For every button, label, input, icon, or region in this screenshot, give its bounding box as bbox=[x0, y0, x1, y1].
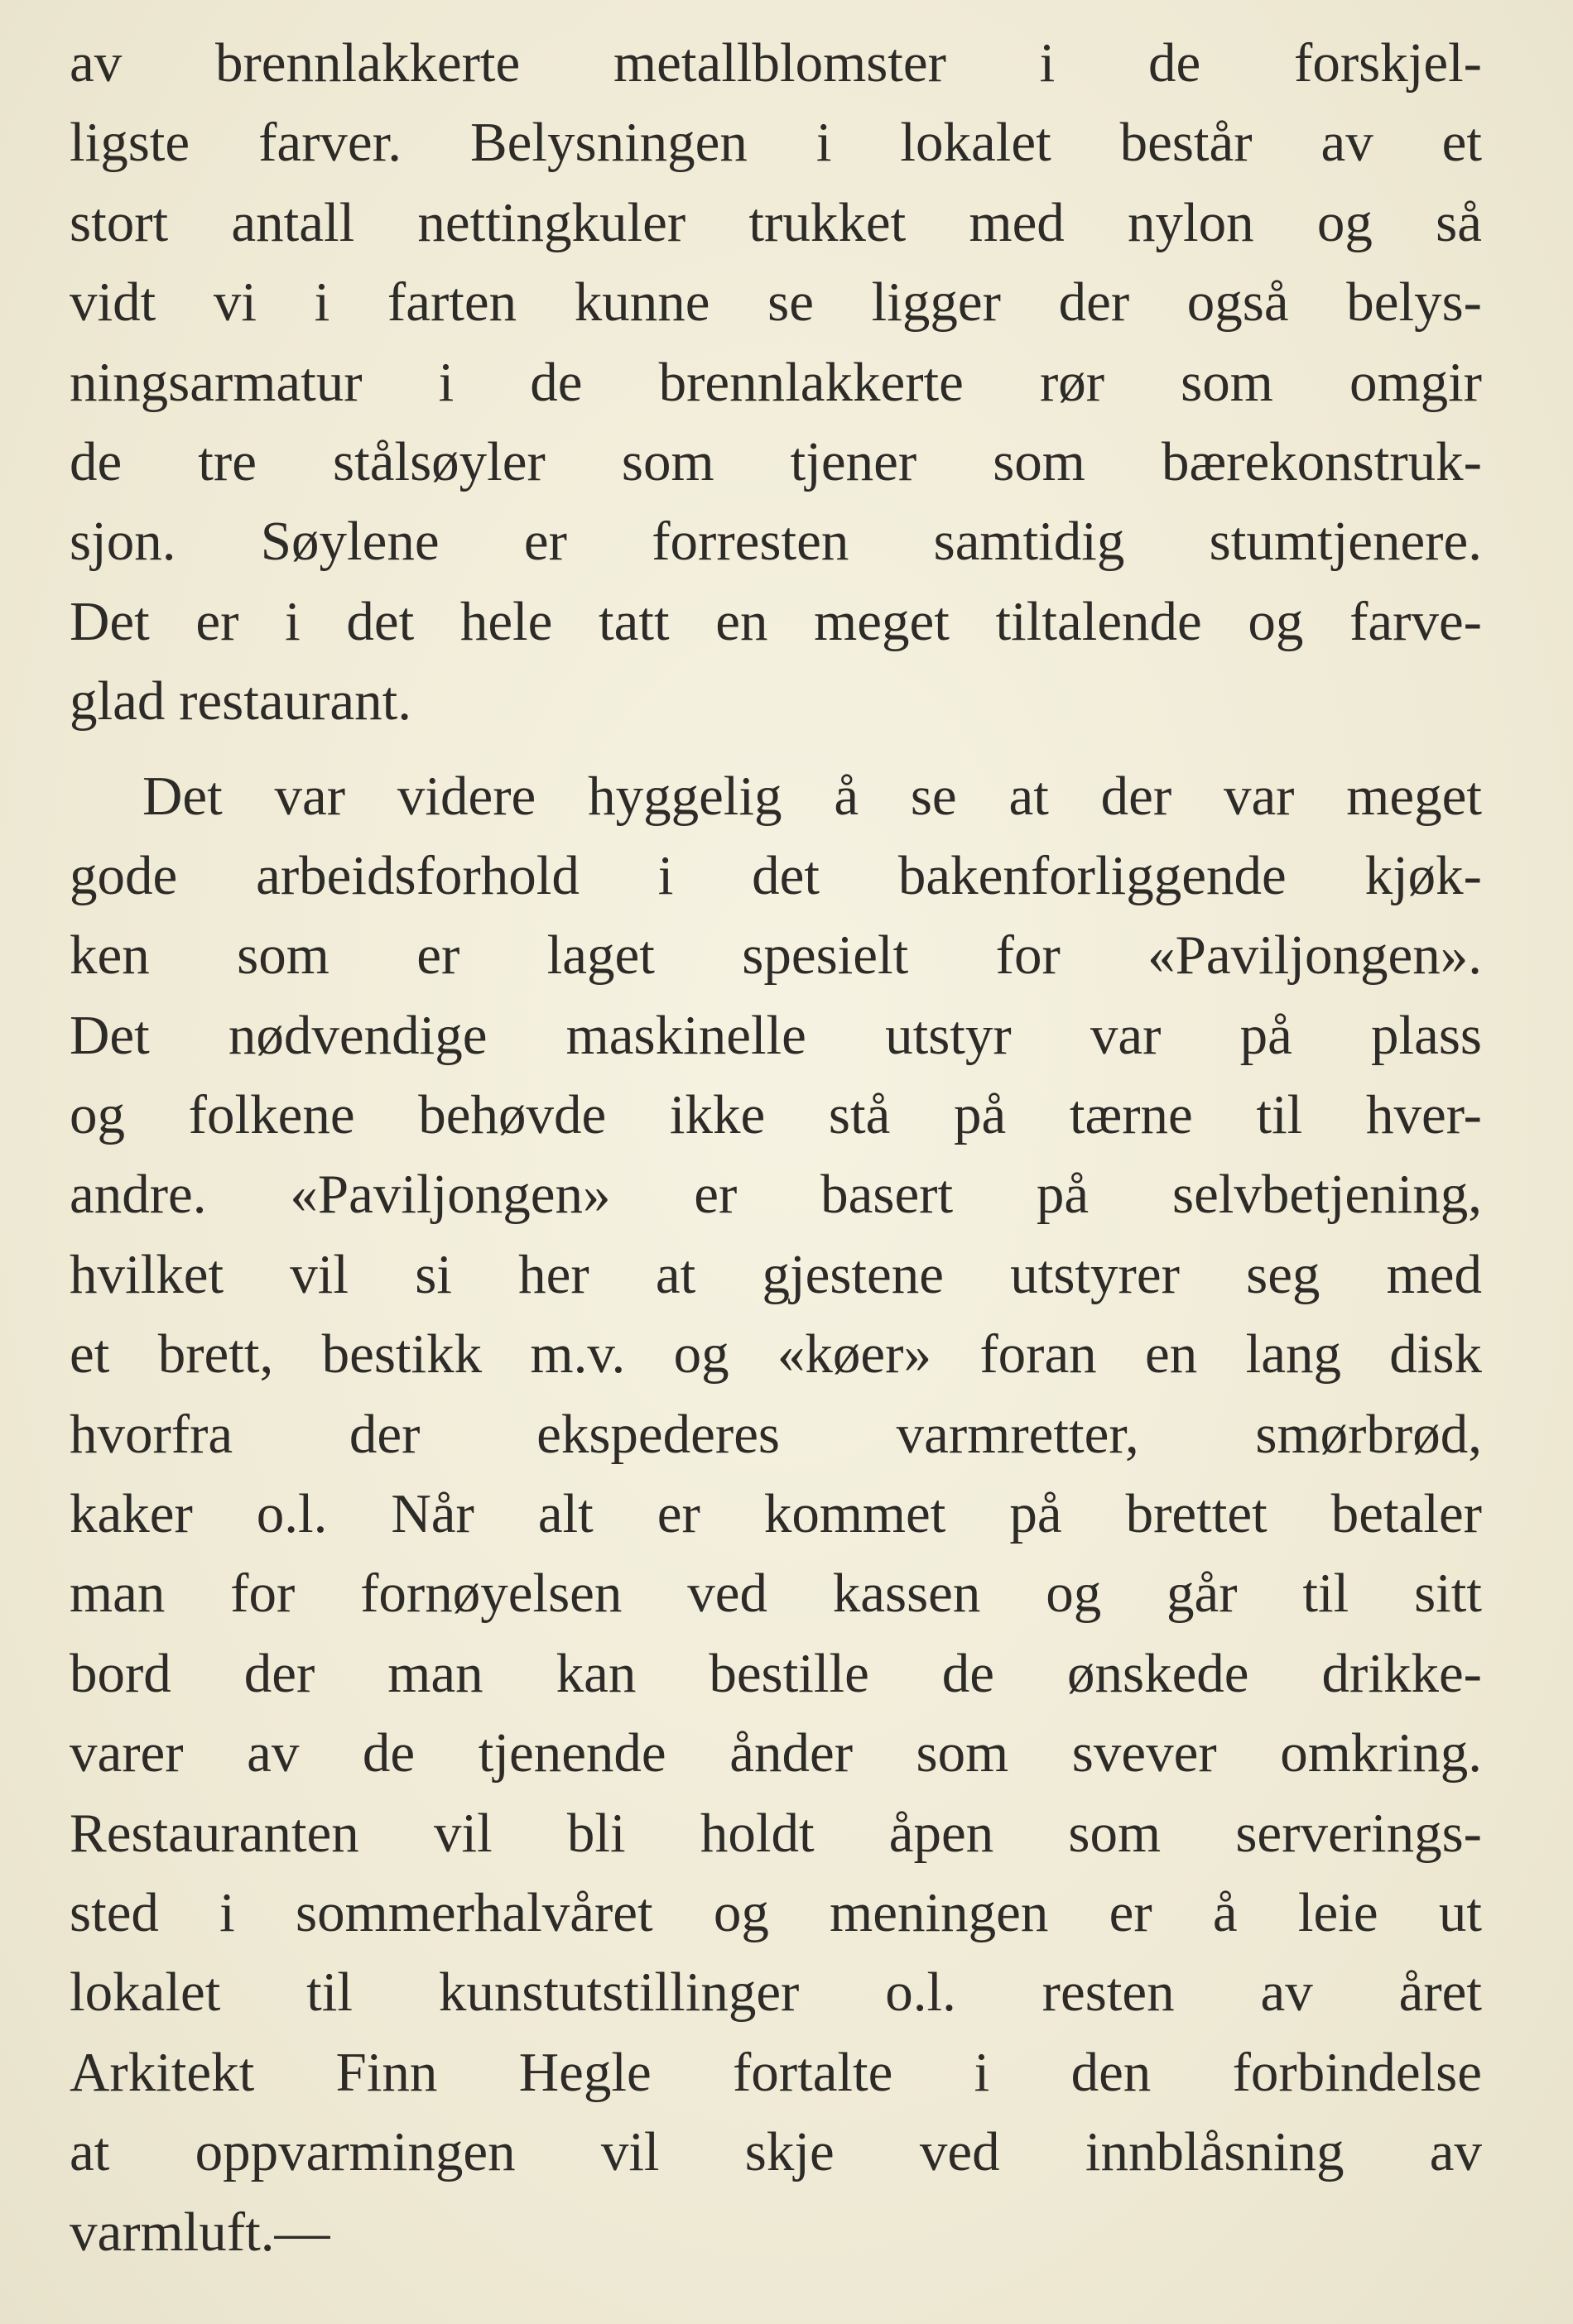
text-line: av brennlakkerte metallblomster i de forskjel- bbox=[70, 32, 1482, 94]
text-line: varmluft.— bbox=[70, 2201, 330, 2263]
text-line: bord der man kan bestille de ønskede drikke- bbox=[70, 1642, 1482, 1704]
text-line: hvilket vil si her at gjestene utstyrer seg med bbox=[70, 1243, 1482, 1305]
paragraph-1 bbox=[70, 23, 1482, 742]
text-line: man for fornøyelsen ved kassen og går til sitt bbox=[70, 1563, 1482, 1625]
text-line: sted i sommerhalvåret og meningen er å leie ut bbox=[70, 1881, 1482, 1943]
text-line: andre. «Paviljongen» er basert på selvbetjening, bbox=[70, 1164, 1482, 1226]
text-line: glad restaurant. bbox=[70, 670, 411, 732]
text-line: lokalet til kunstutstillinger o.l. resten av året bbox=[70, 1961, 1482, 2024]
text-line: Det nødvendige maskinelle utstyr var på plass bbox=[70, 1004, 1482, 1066]
text-line: gode arbeidsforhold i det bakenforliggende kjøk- bbox=[70, 844, 1482, 906]
text-line: sjon. Søylene er forresten samtidig stumtjenere. bbox=[70, 511, 1482, 573]
paragraph-gap bbox=[70, 742, 1482, 756]
text-line: varer av de tjenende ånder som svever omkring. bbox=[70, 1722, 1482, 1784]
text-line: hvorfra der ekspederes varmretter, smørbrød, bbox=[70, 1403, 1482, 1465]
text-line: og folkene behøvde ikke stå på tærne til hver- bbox=[70, 1084, 1482, 1146]
text-line: ningsarmatur i de brennlakkerte rør som omgir bbox=[70, 351, 1482, 413]
paragraph-2 bbox=[70, 756, 1482, 2272]
article-text bbox=[70, 23, 1482, 2272]
text-line: kaker o.l. Når alt er kommet på brettet betaler bbox=[70, 1483, 1482, 1545]
text-line: de tre stålsøyler som tjener som bærekonstruk- bbox=[70, 430, 1482, 492]
text-line: vidt vi i farten kunne se ligger der også belys- bbox=[70, 271, 1482, 334]
text-line: Det var videre hyggelig å se at der var meget bbox=[142, 765, 1482, 827]
text-line: et brett, bestikk m.v. og «køer» foran en lang disk bbox=[70, 1323, 1482, 1385]
text-line: at oppvarmingen vil skje ved innblåsning av bbox=[70, 2121, 1482, 2183]
text-line: Arkitekt Finn Hegle fortalte i den forbindelse bbox=[70, 2041, 1482, 2103]
text-line: ken som er laget spesielt for «Paviljongen». bbox=[70, 924, 1482, 987]
text-line: stort antall nettingkuler trukket med nylon og så bbox=[70, 191, 1482, 253]
text-line: Restauranten vil bli holdt åpen som serverings- bbox=[70, 1802, 1482, 1864]
text-line: Det er i det hele tatt en meget tiltalende og farve- bbox=[70, 590, 1482, 652]
text-line: ligste farver. Belysningen i lokalet består av et bbox=[70, 112, 1482, 174]
